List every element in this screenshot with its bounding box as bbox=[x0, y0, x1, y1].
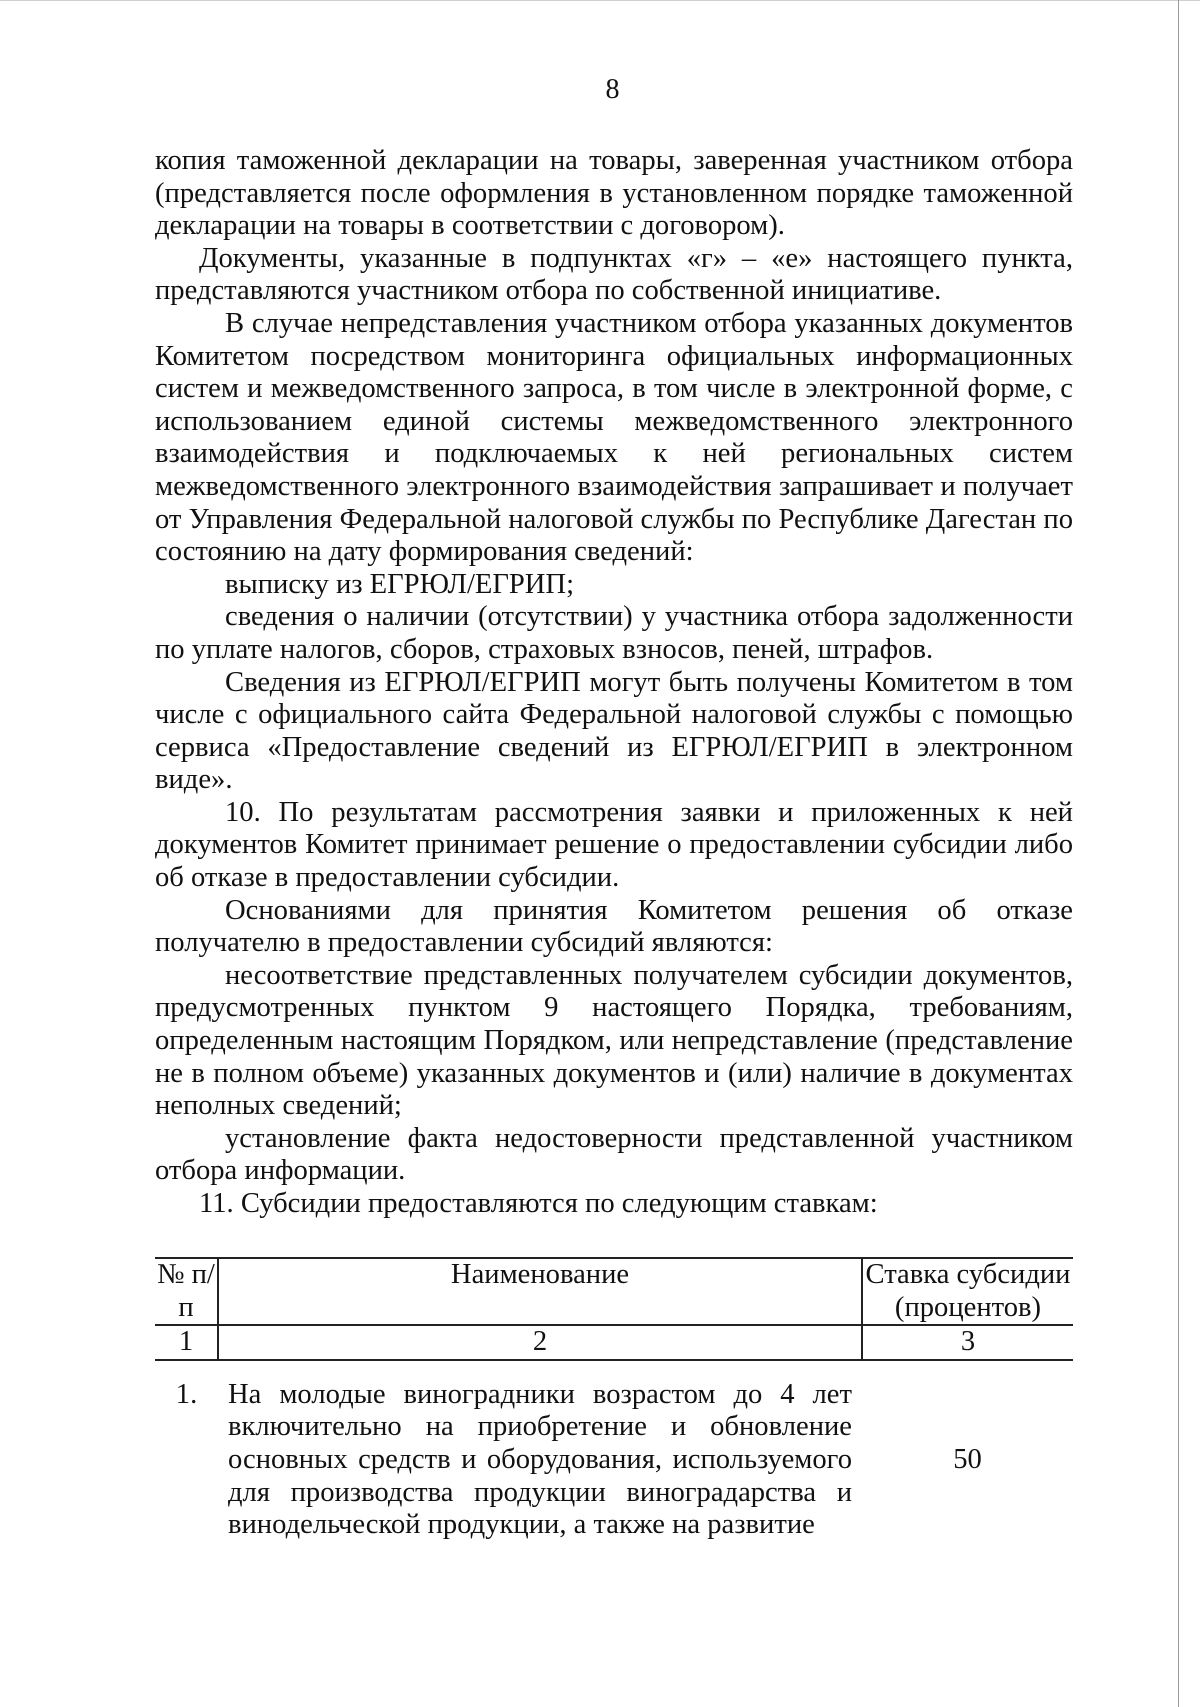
page-right-edge bbox=[1178, 0, 1179, 1707]
paragraph: В случае непредставления участником отбора указанных документов Комитетом посредством мониторинга официальных информационных систем и межведомственного запроса, в том числе в электронной форме, с использованием единой системы межведомственного электронного взаимодействия и подключаемых к ней региональных систем межведомственного электронного взаимодействия запрашивает и получает от Управления Федеральной налоговой службы по Республике Дагестан по состоянию на дату формирования сведений: bbox=[155, 307, 1073, 568]
row-name: На молодые виноградники возрастом до 4 лет включительно на приобретение и обновление основных средств и оборудования, используемого для производства продукции виноградарства и винодельческой продукции, а также на развитие bbox=[228, 1378, 852, 1541]
row-rate: 50 bbox=[953, 1443, 982, 1475]
column-number-1: 1 bbox=[155, 1325, 218, 1360]
header-number: № п/п bbox=[155, 1258, 218, 1325]
paragraph: Сведения из ЕГРЮЛ/ЕГРИП могут быть получены Комитетом в том числе с официального сайта Федеральной налоговой службы с помощью сервиса «Предоставление сведений из ЕГРЮЛ/ЕГРИП в электронном виде». bbox=[155, 666, 1073, 796]
paragraph: сведения о наличии (отсутствии) у участника отбора задолженности по уплате налогов, сборов, страховых взносов, пеней, штрафов. bbox=[155, 601, 1073, 665]
document-body bbox=[155, 145, 1073, 1221]
header-name: Наименование bbox=[218, 1258, 862, 1325]
paragraph: 10. По результатам рассмотрения заявки и приложенных к ней документов Комитет принимает решение о предоставлении субсидии либо об отказе в предоставлении субсидии. bbox=[155, 796, 1073, 894]
column-number-2: 2 bbox=[218, 1325, 862, 1360]
paragraph: Основаниями для принятия Комитетом решения об отказе получателю в предоставлении субсидий являются: bbox=[155, 894, 1073, 959]
paragraph: выписку из ЕГРЮЛ/ЕГРИП; bbox=[225, 568, 575, 600]
header-rate: Ставка субсидии (процентов) bbox=[862, 1258, 1073, 1325]
page-top-edge bbox=[0, 0, 1200, 1]
table-header-row bbox=[155, 1258, 1073, 1325]
column-numbers-row bbox=[155, 1325, 1073, 1360]
column-number-3: 3 bbox=[862, 1325, 1073, 1360]
table-row bbox=[155, 1360, 1073, 1542]
paragraph: 11. Субсидии предоставляются по следующим ставкам: bbox=[199, 1188, 878, 1219]
row-number: 1. bbox=[175, 1378, 198, 1410]
subsidy-rates-table bbox=[155, 1257, 1073, 1542]
paragraph: установление факта недостоверности представленной участником отбора информации. bbox=[155, 1122, 1073, 1187]
page-number: 8 bbox=[605, 74, 620, 105]
paragraph: Документы, указанные в подпунктах «г» – «е» настоящего пункта, представляются участником отбора по собственной инициативе. bbox=[155, 242, 1073, 307]
paragraph: копия таможенной декларации на товары, заверенная участником отбора (представляется после оформления в установленном порядке таможенной декларации на товары в соответствии с договором). bbox=[155, 145, 1073, 242]
paragraph: несоответствие представленных получателем субсидии документов, предусмотренных пунктом 9 настоящего Порядка, требованиям, определенным настоящим Порядком, или непредставление (представление не в полном объеме) указанных документов и (или) наличие в документах неполных сведений; bbox=[155, 959, 1073, 1122]
